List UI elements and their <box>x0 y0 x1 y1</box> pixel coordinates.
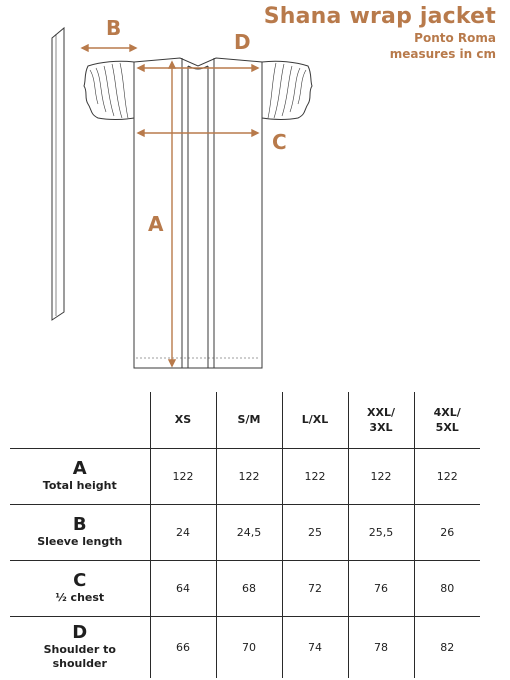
table-cell: 122 <box>282 448 348 504</box>
table-cell: 72 <box>282 560 348 616</box>
row-letter: A <box>72 458 87 479</box>
row-label: Total height <box>42 479 117 492</box>
table-cell: 24 <box>150 504 216 560</box>
table-cell: 80 <box>414 560 480 616</box>
table-header-row <box>10 392 480 448</box>
table-cell: 64 <box>150 560 216 616</box>
belt-tie <box>52 28 64 320</box>
table-cell: 25 <box>282 504 348 560</box>
table-row <box>10 448 480 504</box>
table-row <box>10 616 480 678</box>
table-cell: 82 <box>414 616 480 678</box>
label-d: D <box>234 30 251 54</box>
label-c: C <box>272 130 287 154</box>
row-label: ½ chest <box>55 591 105 604</box>
col-header: L/XL <box>282 392 348 448</box>
row-label-cell <box>10 560 150 616</box>
table-cell: 74 <box>282 616 348 678</box>
row-letter: B <box>72 514 87 535</box>
row-label: Sleeve length <box>37 535 123 548</box>
table-row <box>10 560 480 616</box>
table-cell: 70 <box>216 616 282 678</box>
row-label-cell <box>10 504 150 560</box>
row-label: Shoulder to shoulder <box>43 643 116 671</box>
table-cell: 78 <box>348 616 414 678</box>
table-cell: 66 <box>150 616 216 678</box>
table-cell: 25,5 <box>348 504 414 560</box>
row-label-cell <box>10 448 150 504</box>
table-cell: 76 <box>348 560 414 616</box>
label-a: A <box>148 212 164 236</box>
row-letter: C <box>73 570 87 591</box>
fabric-name: Ponto Roma <box>414 31 496 45</box>
col-header: XXL/ 3XL <box>348 392 414 448</box>
row-letter: D <box>72 622 88 644</box>
page-title: Shana wrap jacket <box>263 4 496 29</box>
table-cell: 26 <box>414 504 480 560</box>
col-header: 4XL/ 5XL <box>414 392 480 448</box>
table-cell: 122 <box>150 448 216 504</box>
table-corner-cell <box>10 392 150 448</box>
table-cell: 24,5 <box>216 504 282 560</box>
label-b: B <box>106 16 122 40</box>
table-cell: 122 <box>216 448 282 504</box>
size-table <box>10 392 480 678</box>
table-cell: 122 <box>414 448 480 504</box>
col-header: XS <box>150 392 216 448</box>
unit-note: measures in cm <box>389 47 496 61</box>
table-row <box>10 504 480 560</box>
col-header: S/M <box>216 392 282 448</box>
row-label-cell <box>10 616 150 678</box>
table-cell: 122 <box>348 448 414 504</box>
table-cell: 68 <box>216 560 282 616</box>
